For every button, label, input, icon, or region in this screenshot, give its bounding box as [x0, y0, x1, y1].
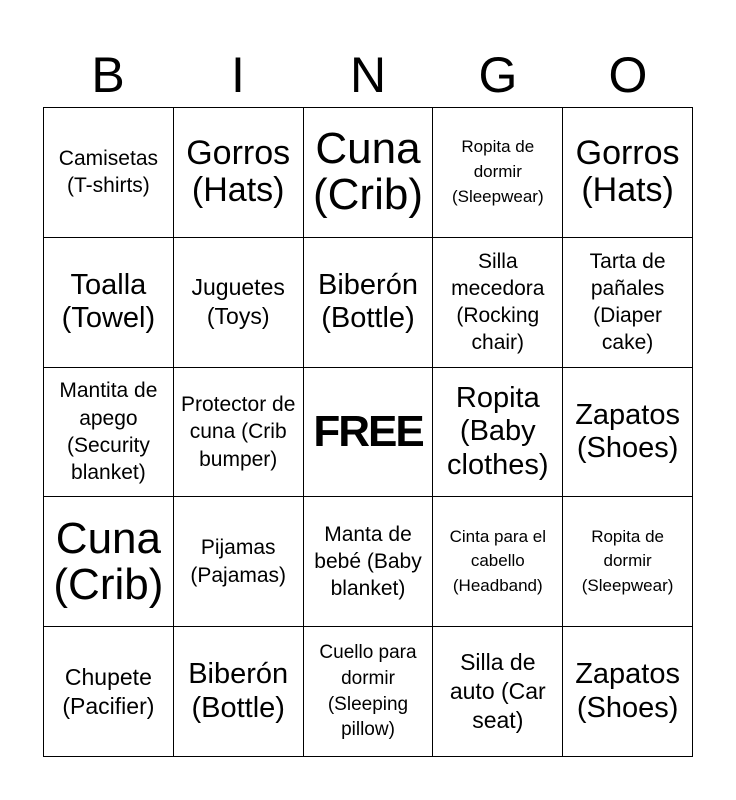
bingo-cell-r2c5[interactable] — [563, 238, 693, 368]
bingo-cell-r2c3[interactable] — [304, 238, 434, 368]
bingo-cell-r4c2[interactable] — [174, 497, 304, 627]
bingo-cell-label: Camisetas (T-shirts) — [58, 147, 158, 198]
bingo-cell-label: Cinta para el cabello (Headband) — [449, 526, 546, 596]
bingo-cell-r3c2[interactable] — [174, 368, 304, 498]
free-space-label: FREE — [313, 406, 423, 456]
bingo-cell-r4c4[interactable] — [433, 497, 563, 627]
bingo-cell-label: Cuello para dormir (Sleeping pillow) — [319, 642, 417, 741]
bingo-cell-label: Cuna (Crib) — [313, 124, 423, 220]
bingo-cell-label: Toalla (Towel) — [61, 268, 156, 335]
bingo-cell-r4c3[interactable] — [304, 497, 434, 627]
bingo-cell-r1c2[interactable] — [174, 108, 304, 238]
bingo-cell-r5c3[interactable] — [304, 627, 434, 757]
bingo-cell-label: Juguetes (Toys) — [191, 274, 285, 330]
bingo-cell-label: Biberón (Bottle) — [188, 658, 289, 724]
bingo-cell-label: Cuna (Crib) — [53, 513, 164, 609]
bingo-cell-label: Zapatos (Shoes) — [575, 658, 680, 724]
bingo-card-grid — [43, 107, 693, 757]
bingo-cell-label: Silla de auto (Car seat) — [449, 649, 546, 733]
bingo-cell-r1c3[interactable] — [304, 108, 434, 238]
bingo-cell-r5c5[interactable] — [563, 627, 693, 757]
bingo-cell-label: Chupete (Pacifier) — [62, 663, 155, 719]
bingo-cell-label: Silla mecedora (Rocking chair) — [451, 249, 545, 355]
bingo-cell-label: Protector de cuna (Crib bumper) — [180, 393, 296, 471]
bingo-header — [43, 44, 693, 106]
bingo-cell-r4c5[interactable] — [563, 497, 693, 627]
bingo-cell-r3c4[interactable] — [433, 368, 563, 498]
bingo-cell-r5c2[interactable] — [174, 627, 304, 757]
bingo-cell-r5c4[interactable] — [433, 627, 563, 757]
header-letter-n: N — [349, 47, 387, 103]
header-letter-o: O — [608, 47, 648, 103]
bingo-cell-label: Manta de bebé (Baby blanket) — [314, 522, 422, 601]
header-letter-g: G — [478, 47, 518, 103]
bingo-cell-r3c1[interactable] — [44, 368, 174, 498]
bingo-cell-r2c4[interactable] — [433, 238, 563, 368]
bingo-cell-label: Tarta de pañales (Diaper cake) — [589, 249, 666, 355]
bingo-cell-label: Ropita de dormir (Sleepwear) — [581, 526, 674, 596]
bingo-cell-label: Biberón (Bottle) — [318, 268, 418, 335]
bingo-cell-label: Pijamas (Pajamas) — [190, 536, 287, 587]
bingo-cell-label: Gorros (Hats) — [186, 134, 291, 210]
bingo-cell-r4c1[interactable] — [44, 497, 174, 627]
bingo-cell-r2c2[interactable] — [174, 238, 304, 368]
bingo-cell-r1c5[interactable] — [563, 108, 693, 238]
bingo-cell-r5c1[interactable] — [44, 627, 174, 757]
bingo-cell-r2c1[interactable] — [44, 238, 174, 368]
bingo-cell-free[interactable] — [304, 368, 434, 498]
bingo-cell-label: Zapatos (Shoes) — [575, 398, 680, 464]
bingo-cell-label: Mantita de apego (Security blanket) — [59, 379, 158, 485]
bingo-cell-label: Ropita (Baby clothes) — [447, 381, 549, 481]
bingo-cell-r3c5[interactable] — [563, 368, 693, 498]
bingo-cell-label: Gorros (Hats) — [575, 134, 680, 210]
header-letter-i: I — [231, 47, 245, 103]
header-letter-b: B — [91, 47, 125, 103]
bingo-cell-label: Ropita de dormir (Sleepwear) — [451, 137, 544, 206]
bingo-cell-r1c1[interactable] — [44, 108, 174, 238]
bingo-cell-r1c4[interactable] — [433, 108, 563, 238]
